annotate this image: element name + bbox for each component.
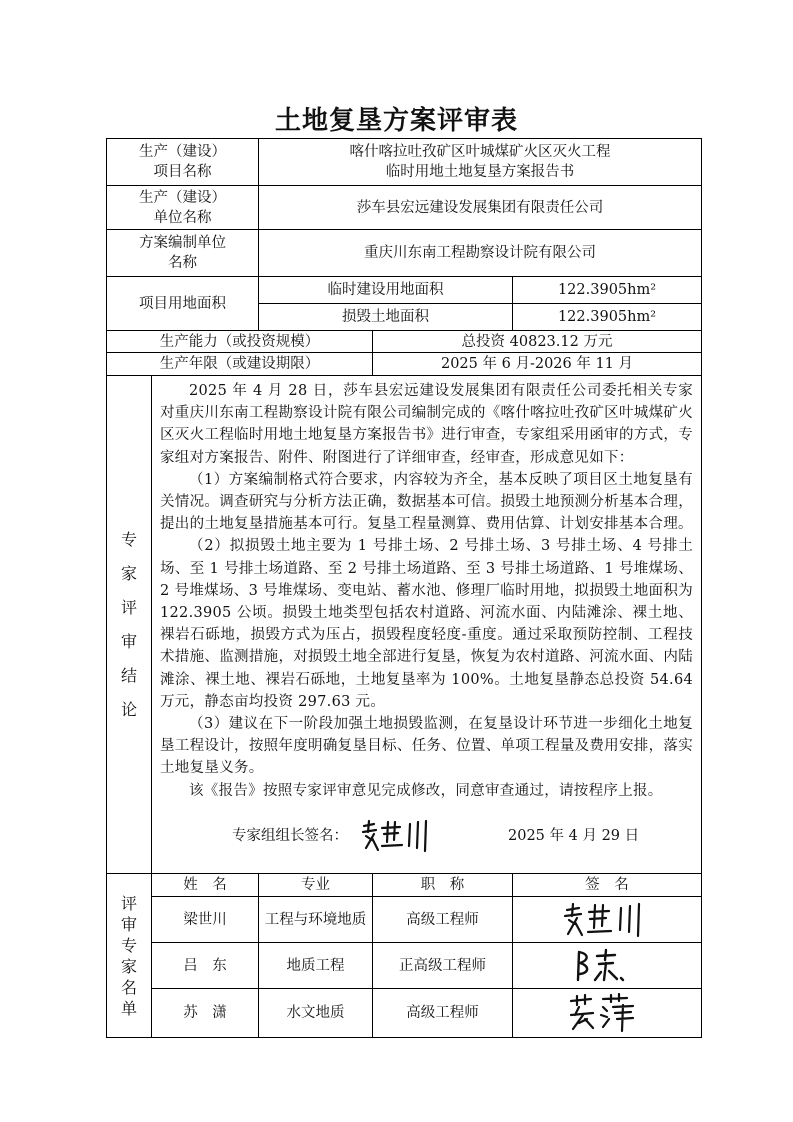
panel-header-title: 职 称	[373, 874, 513, 897]
period-label: 生产年限（或建设期限）	[107, 353, 373, 376]
plan-unit-label-line2: 名称	[168, 255, 197, 271]
panel-member-title: 正高级工程师	[373, 943, 513, 989]
panel-header-name: 姓 名	[152, 874, 259, 897]
damage-area-label: 损毁土地面积	[259, 304, 513, 331]
panel-member-title: 高级工程师	[373, 897, 513, 943]
panel-member-major: 地质工程	[259, 943, 373, 989]
project-name-label	[107, 139, 259, 186]
land-area-label: 项目用地面积	[107, 277, 259, 331]
leader-signature-label: 专家组组长签名：	[232, 827, 348, 844]
panel-label-char: 专	[120, 935, 137, 955]
capacity-row	[107, 331, 702, 353]
member-signature-image	[557, 900, 657, 940]
review-paragraph: 2025 年 4 月 28 日，莎车县宏远建设发展集团有限责任公司委托相关专家对重庆川东南工程勘察设计院有限公司编制完成的《喀什喀拉吐孜矿区叶城煤矿火区灭火工程临时用地土地复垦方案报告书》进行审查，专家组采用函审的方式，专家组对方案报告、附件、附图进行了详细审查，经审查，形成意见如下：	[160, 383, 694, 466]
table-row	[107, 897, 702, 943]
panel-member-signature	[513, 897, 702, 943]
project-name-value-line1: 喀什喀拉吐孜矿区叶城煤矿火区灭火工程	[349, 144, 611, 160]
unit-name-row	[107, 186, 702, 230]
review-paragraph: （2）拟损毁土地主要为 1 号排土场、2 号排土场、3 号排土场、4 号排土场、至 1 号排土场道路、至 2 号排土场道路、至 3 号排土场道路、1 号堆煤场、2 号堆煤场、3 号堆煤场、变电站、蓄水池、修理厂临时用地，拟损毁土地面积为 122.3905 公顷。损毁土地类型包括农村道路、河流水面、内陆滩涂、裸土地、裸岩石砾地，损毁方式为压占，损毁程度轻度-重度。通过采取预防控制、工程技术措施、监测措施，对损毁土地全部进行复垦，恢复为农村道路、河流水面、内陆滩涂、裸土地、裸岩石砾地，土地复垦率为 100%。土地复垦静态总投资 54.64 万元，静态亩均投资 297.63 元。	[160, 538, 694, 710]
panel-header-major: 专业	[259, 874, 373, 897]
period-value: 2025 年 6 月-2026 年 11 月	[373, 353, 702, 376]
capacity-label: 生产能力（或投资规模）	[107, 331, 373, 353]
project-name-value	[259, 139, 702, 186]
member-signature-image	[557, 946, 657, 986]
panel-member-major: 水文地质	[259, 989, 373, 1038]
panel-member-name: 梁世川	[152, 897, 259, 943]
capacity-value: 总投资 40823.12 万元	[373, 331, 702, 353]
review-form-table	[106, 138, 702, 1038]
panel-label-char: 名	[120, 977, 137, 997]
review-label-char: 评	[120, 597, 137, 617]
table-row	[107, 943, 702, 989]
review-label-char: 专	[120, 529, 137, 549]
plan-unit-label-line1: 方案编制单位	[139, 235, 226, 251]
unit-name-label-line1: 生产（建设）	[139, 189, 226, 206]
panel-label-char: 评	[120, 893, 137, 913]
temp-area-value: 122.3905hm²	[513, 277, 702, 304]
review-label-char: 家	[120, 563, 137, 583]
table-row	[107, 989, 702, 1038]
panel-label-char: 家	[120, 956, 137, 976]
review-conclusion	[152, 376, 702, 874]
page-title: 土地复垦方案评审表	[274, 106, 518, 136]
review-paragraph: （1）方案编制格式符合要求，内容较为齐全，基本反映了项目区土地复垦有关情况。调查研究与分析方法正确，数据基本可信。损毁土地预测分析基本合理，提出的土地复垦措施基本可行。复垦工程量测算、费用估算、计划安排基本合理。	[160, 471, 694, 533]
review-section-label	[107, 376, 152, 874]
panel-header-row	[107, 874, 702, 897]
unit-name-label	[107, 186, 259, 230]
project-name-label-line2: 项目名称	[153, 164, 212, 180]
review-label-char: 审	[120, 631, 137, 651]
review-paragraph: （3）建议在下一阶段加强土地损毁监测，在复垦设计环节进一步细化土地复垦工程设计，按照年度明确复垦目标、任务、位置、单项工程量及费用安排，落实土地复垦义务。	[160, 716, 694, 777]
damage-area-value: 122.3905hm²	[513, 304, 702, 331]
plan-unit-row	[107, 230, 702, 277]
review-row	[107, 376, 702, 874]
period-row	[107, 353, 702, 376]
temp-area-row	[107, 277, 702, 304]
project-name-row	[107, 139, 702, 186]
panel-header-signature: 签 名	[513, 874, 702, 897]
panel-member-name: 吕 东	[152, 943, 259, 989]
review-date: 2025 年 4 月 29 日	[508, 827, 640, 844]
review-label-char: 结	[120, 665, 137, 685]
panel-member-title: 高级工程师	[373, 989, 513, 1038]
panel-section-label	[107, 874, 152, 1038]
leader-signature-image	[360, 818, 432, 854]
project-name-label-line1: 生产（建设）	[139, 144, 226, 160]
plan-unit-label	[107, 230, 259, 277]
unit-name-label-line2: 单位名称	[153, 209, 212, 226]
member-signature-image	[557, 993, 657, 1033]
panel-member-name: 苏 潇	[152, 989, 259, 1038]
leader-signature-line	[160, 818, 693, 858]
panel-label-char: 单	[120, 998, 137, 1018]
panel-member-major: 工程与环境地质	[259, 897, 373, 943]
panel-member-signature	[513, 943, 702, 989]
project-name-value-line2: 临时用地土地复垦方案报告书	[385, 164, 575, 180]
panel-member-signature	[513, 989, 702, 1038]
unit-name-value: 莎车县宏远建设发展集团有限责任公司	[259, 186, 702, 230]
review-paragraph: 该《报告》按照专家评审意见完成修改，同意审查通过，请按程序上报。	[189, 782, 663, 799]
review-label-char: 论	[120, 699, 137, 719]
panel-label-char: 审	[120, 914, 137, 934]
temp-area-label: 临时建设用地面积	[259, 277, 513, 304]
plan-unit-value: 重庆川东南工程勘察设计院有限公司	[259, 230, 702, 277]
